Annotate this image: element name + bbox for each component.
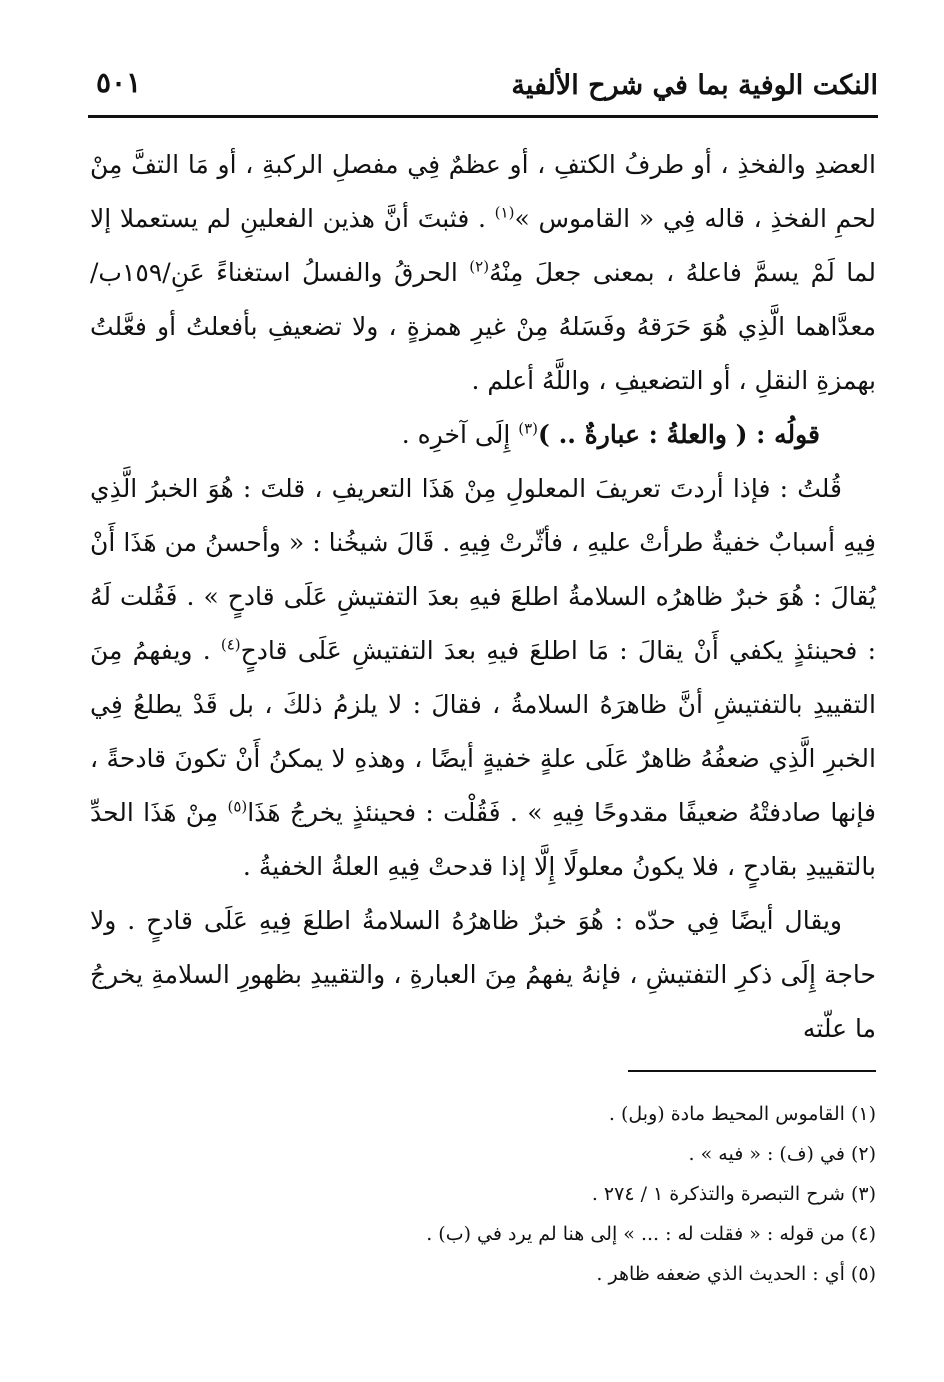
paragraph-1-text-b: . فثبتَ أنَّ هذين الفعلينِ لم يستعملا إلا لما لَمْ يسمَّ فاعلهُ ، بمعنى جعلَ مِنْهُ [90,204,876,287]
paragraph-1 [90,138,876,408]
paragraph-3: ويقال أيضًا فِي حدّه : هُوَ خبرٌ ظاهرُهُ السلامةُ اطلعَ فِيهِ عَلَى قادحٍ . ولا حاجة إِلَى ذكرِ التفتيشِ ، فإنهُ يفهمُ مِنَ العبارةِ ، والتقييدِ بظهورِ السلامةِ يخرجُ ما علّته [90,906,876,1043]
quote-prefix: قولُه : [747,420,820,449]
footnote-separator [628,1070,876,1072]
footnote-ref-4: (٤) [220,635,241,654]
paragraph-2-text-c: مِنْ هَذَا الحدِّ بالتقييدِ بقادحٍ ، فلا يكونُ معلولًا إِلَّا إذا قدحتْ فِيهِ العلةُ الخفيةُ . [90,798,876,881]
quote-suffix: إِلَى آخرِه . [401,420,519,449]
footnote-ref-5: (٥) [227,797,248,816]
footnote-4: (٤) من قوله : « فقلت له : ... » إلى هنا لم يرد في (ب) . [426,1223,876,1245]
footnote-ref-3: (٣) [518,419,539,438]
footnote-5: (٥) أي : الحديث الذي ضعفه ظاهر . [596,1263,876,1285]
paragraph-1-text-a: العضدِ والفخذِ ، أو طرفُ الكتفِ ، أو عظمٌ فِي مفصلِ الركبةِ ، أو مَا التفَّ مِنْ لحمِ الفخذِ ، قاله فِي « القاموس » [90,150,876,233]
header-rule [88,115,878,118]
paragraph-2 [90,462,876,894]
footnote-2: (٢) في (ف) : « فيه » . [688,1143,876,1165]
footnotes [300,1094,876,1294]
paragraph-1-text-c: الحرقُ والفسلُ استغناءً عَنِ/١٥٩ب/ معدَّاهما الَّذِي هُوَ حَرَقهُ وفَسَلهُ مِنْ غيرِ همزةٍ ، ولا تضعيفِ بأفعلتُ أو فعَّلتُ بهمزةِ النقلِ ، أو التضعيفِ ، واللَّهُ أعلم . [90,258,876,395]
footnote-ref-1: (١) [494,203,515,222]
quote-lemma: ( والعلةُ : عبارةٌ .. ) [538,420,748,449]
footnote-ref-2: (٢) [469,257,490,276]
page-number: ٥٠١ [96,66,142,99]
quoted-lemma-line [90,408,876,462]
footnote-1: (١) القاموس المحيط مادة (وبل) . [608,1103,876,1125]
book-title: النكت الوفية بما في شرح الألفية [511,70,878,101]
footnote-3: (٣) شرح التبصرة والتذكرة ١ / ٢٧٤ . [591,1183,876,1205]
main-text [90,138,876,1056]
paragraph-2-text-b: . ويفهمُ مِنَ التقييدِ بالتفتيشِ أنَّ ظاهرَهُ السلامةُ ، فقالَ : لا يلزمُ ذلكَ ، بل قَدْ يطلعُ فِي الخبرِ الَّذِي ضعفُهُ ظاهرٌ عَلَى علةٍ خفيةٍ أيضًا ، وهذهِ لا يمكنُ أَنْ تكونَ قادحةً ، فإنها صادفتْهُ ضعيفًا مقدوحًا فِيهِ » . فَقُلْت : فحينئذٍ يخرجُ هَذَا [90,636,876,827]
paragraph-2-text-a: قُلتُ : فإذا أردتَ تعريفَ المعلولِ مِنْ هَذَا التعريفِ ، قلتَ : هُوَ الخبرُ الَّذِي فِيهِ أسبابٌ خفيةٌ طرأتْ عليهِ ، فأثّرتْ فِيهِ . قَالَ شيخُنا : « وأحسنُ من هَذَا أَنْ يُقالَ : هُوَ خبرٌ ظاهرُه السلامةُ اطلعَ فيهِ بعدَ التفتيشِ عَلَى قادحٍ » . فَقُلت لَهُ : فحينئذٍ يكفي أَنْ يقالَ : مَا اطلعَ فيهِ بعدَ التفتيشِ عَلَى قادحٍ [90,474,876,665]
running-header [88,62,878,112]
